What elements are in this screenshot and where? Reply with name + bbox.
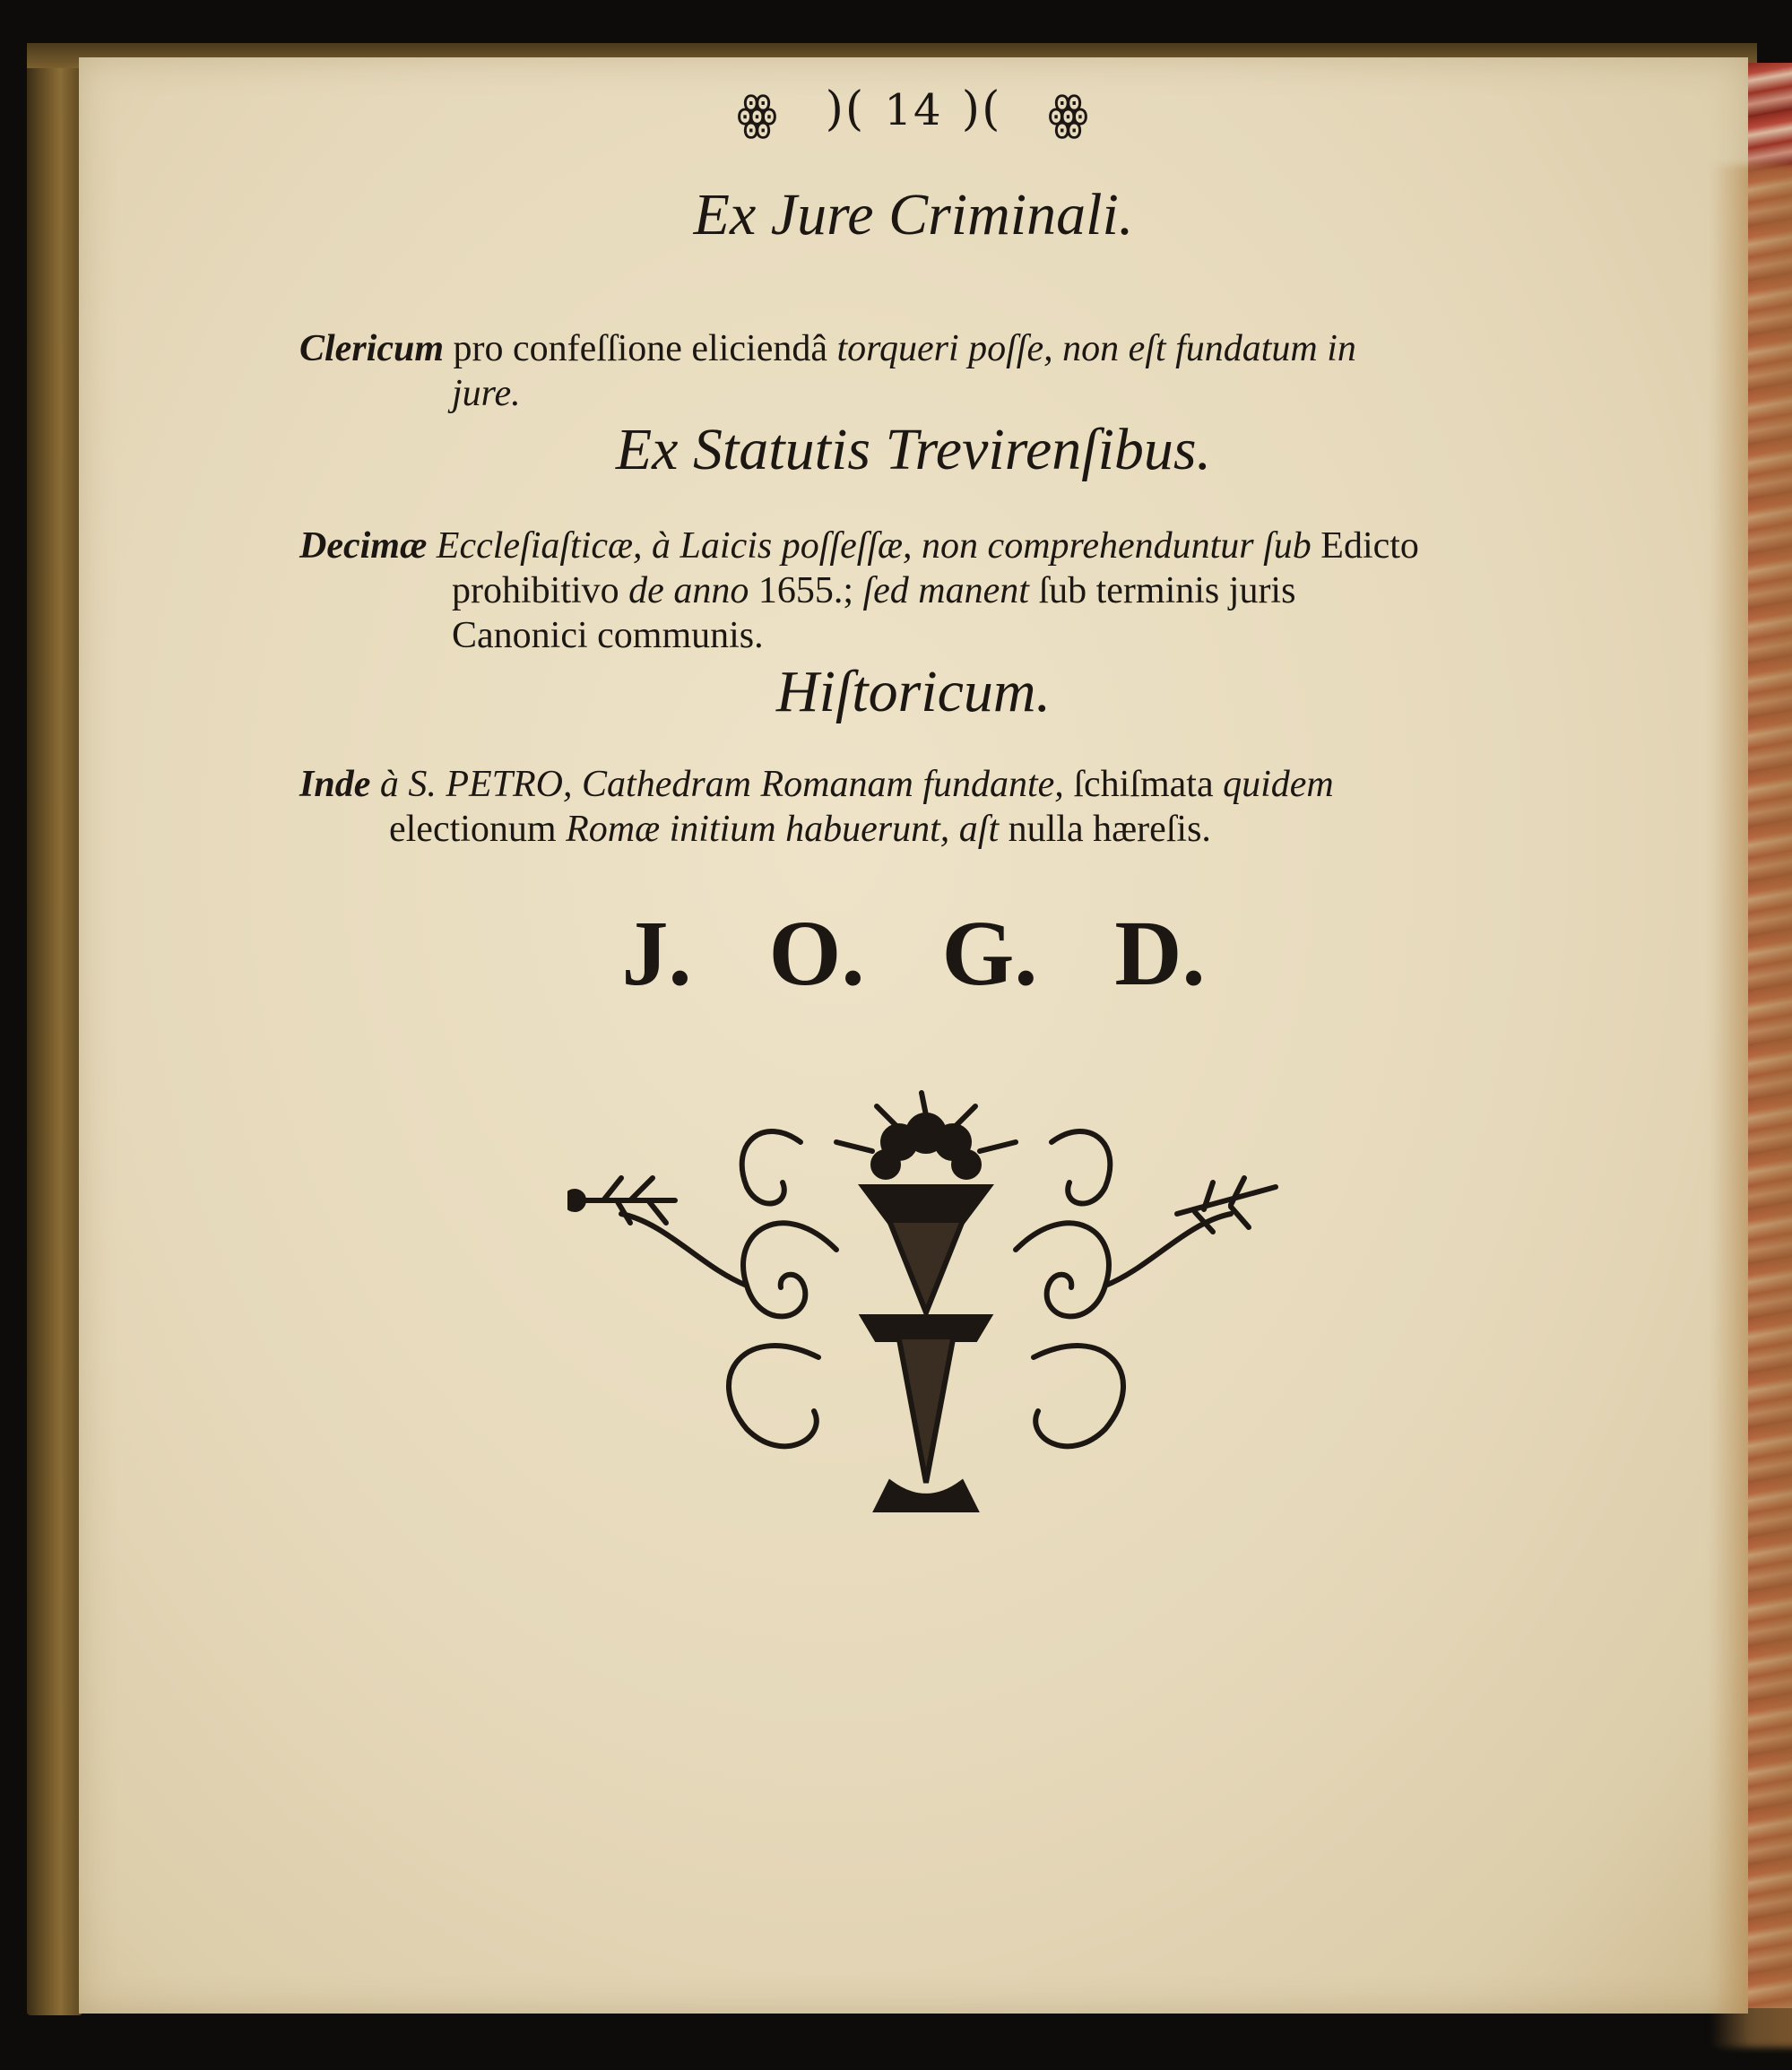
paper-leaf xyxy=(79,57,1748,2014)
paren-right: )( xyxy=(961,82,1002,136)
running-head xyxy=(79,82,1748,141)
thesis-statutes-line3: Canonici communis. xyxy=(452,615,764,656)
thesis-historical xyxy=(299,762,1635,852)
thesis-criminal-italic: torqueri poſſe, non eſt fundatum in xyxy=(836,328,1356,369)
thesis-criminal-line2: jure. xyxy=(452,373,521,414)
thesis-criminal-lead: Clericum xyxy=(299,328,445,369)
heading-jure-criminali: Ex Jure Criminali. xyxy=(693,182,1134,247)
woodcut-vignette-icon xyxy=(567,1088,1285,1555)
urn-icon xyxy=(863,1187,989,1223)
thesis-statutes xyxy=(299,524,1635,658)
thesis-statutes-lead: Decimæ xyxy=(299,525,428,567)
thesis-statutes-l2a: prohibitivo xyxy=(452,570,629,611)
thesis-historical-l2c: nulla hæreſis. xyxy=(999,809,1211,850)
thesis-criminal xyxy=(299,326,1635,416)
heading-historicum: Hiſtoricum. xyxy=(775,659,1052,724)
thesis-statutes-l2b: de anno xyxy=(628,570,749,611)
paren-left: )( xyxy=(825,82,866,136)
ornament-right-icon: ꙮ xyxy=(1047,86,1091,141)
page-number: 14 xyxy=(884,85,943,135)
thesis-historical-italic-b: quidem xyxy=(1223,764,1334,805)
ornament-left-icon: ꙮ xyxy=(736,86,780,141)
thesis-statutes-italic: Eccleſiaſticæ, à Laicis poſſeſſæ, non comprehenduntur ſub xyxy=(427,525,1321,567)
heading-statutis-trevirensibus: Ex Statutis Trevirenſibus. xyxy=(615,417,1212,482)
flower-bouquet-icon xyxy=(836,1093,1016,1177)
closing-formula: J. O. G. D. xyxy=(621,902,1206,1005)
thesis-statutes-l2e: ſub terminis juris xyxy=(1028,570,1296,611)
thesis-historical-l2b: Romæ initium habuerunt, aſt xyxy=(566,809,1000,850)
page-text xyxy=(79,57,1748,2014)
binding-board xyxy=(27,43,82,2015)
thesis-statutes-l2d: ſed manent xyxy=(862,570,1029,611)
thesis-criminal-text: pro confeſſione eliciendâ xyxy=(444,328,837,369)
thesis-statutes-text: Edicto xyxy=(1320,525,1419,567)
thesis-statutes-l2c: 1655.; xyxy=(749,570,863,611)
thesis-historical-italic: à S. PETRO, Cathedram Romanam fundante, xyxy=(370,764,1064,805)
thesis-historical-l2a: electionum xyxy=(389,809,567,850)
thesis-historical-text: ſchiſmata xyxy=(1063,764,1224,805)
thesis-historical-lead: Inde xyxy=(299,764,371,805)
